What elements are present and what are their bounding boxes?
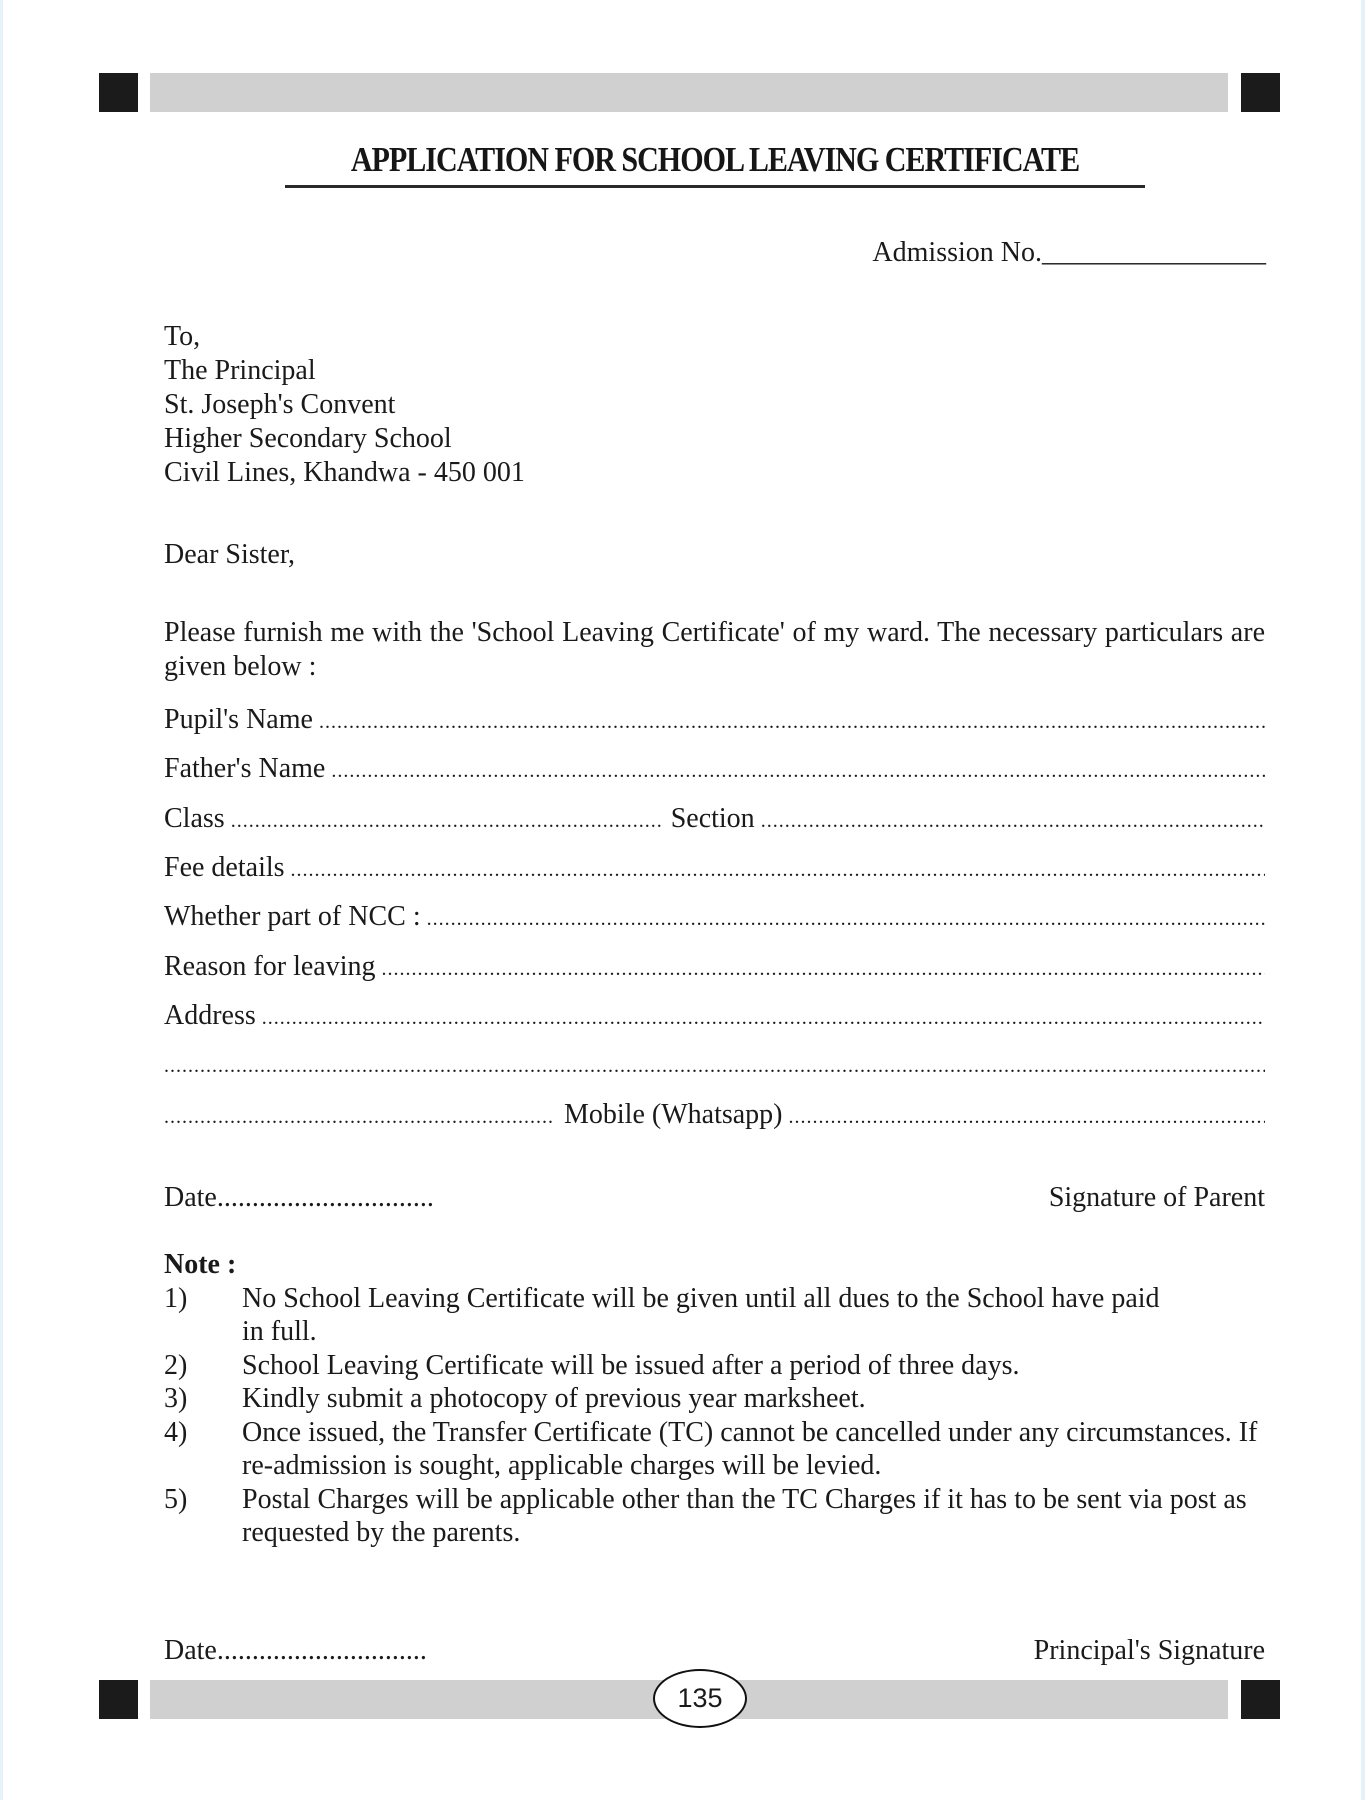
field-pupil-name[interactable] xyxy=(164,703,1265,737)
fill-line[interactable] xyxy=(382,952,1266,984)
header-bar xyxy=(150,73,1228,112)
note-text: Kindly submit a photocopy of previous year marksheet. xyxy=(242,1383,866,1414)
recipient-line: Civil Lines, Khandwa - 450 001 xyxy=(164,457,525,488)
footer-square-left xyxy=(99,1680,138,1719)
recipient-address xyxy=(164,320,525,490)
principal-date: Date.............................. xyxy=(164,1635,427,1666)
note-item xyxy=(164,1382,1265,1416)
fill-line[interactable] xyxy=(427,902,1265,934)
header-square-left xyxy=(99,73,138,112)
principal-signature: Principal's Signature xyxy=(1033,1635,1265,1666)
note-item xyxy=(164,1349,1265,1383)
field-reason[interactable] xyxy=(164,950,1265,984)
page-title: APPLICATION FOR SCHOOL LEAVING CERTIFICATE xyxy=(350,140,1080,179)
fill-line-class[interactable] xyxy=(231,804,663,836)
fill-line[interactable] xyxy=(262,1001,1265,1033)
field-address-mobile[interactable] xyxy=(164,1098,1265,1132)
field-class-section[interactable] xyxy=(164,802,1265,836)
recipient-line: Higher Secondary School xyxy=(164,423,452,454)
recipient-line: The Principal xyxy=(164,355,316,386)
field-label: Address xyxy=(164,1000,256,1031)
note-item xyxy=(164,1282,1265,1349)
fill-line-address[interactable] xyxy=(164,1100,554,1132)
field-fee-details[interactable] xyxy=(164,851,1265,885)
field-label-class: Class xyxy=(164,803,225,834)
note-item xyxy=(164,1483,1265,1550)
note-heading: Note : xyxy=(164,1249,237,1280)
field-address-line-2[interactable] xyxy=(164,1049,1265,1083)
salutation: Dear Sister, xyxy=(164,539,296,570)
field-label-section: Section xyxy=(670,803,755,834)
note-item xyxy=(164,1416,1265,1483)
notes-section xyxy=(164,1248,1265,1550)
field-father-name[interactable] xyxy=(164,752,1265,786)
page-edge-right xyxy=(1361,0,1365,1800)
parent-signature: Signature of Parent xyxy=(1048,1182,1265,1213)
note-text: School Leaving Certificate will be issued after a period of three days. xyxy=(242,1349,1020,1381)
recipient-to: To, xyxy=(164,321,201,352)
fill-line-mobile[interactable] xyxy=(789,1100,1266,1132)
note-number: 3) xyxy=(164,1383,188,1414)
body-paragraph: Please furnish me with the 'School Leaving Certificate' of my ward. The necessary particulars are given below : xyxy=(164,617,1265,682)
admission-no: Admission No.________________ xyxy=(872,237,1266,268)
parent-date: Date............................... xyxy=(164,1182,434,1213)
note-number: 5) xyxy=(164,1483,188,1515)
field-ncc[interactable] xyxy=(164,900,1265,934)
field-label: Whether part of NCC : xyxy=(164,901,421,932)
note-number: 1) xyxy=(164,1282,188,1314)
note-text: No School Leaving Certificate will be given until all dues to the School have paid in full. xyxy=(242,1282,1160,1347)
recipient-line: St. Joseph's Convent xyxy=(164,389,396,420)
field-address[interactable] xyxy=(164,999,1265,1033)
fill-line-section[interactable] xyxy=(761,804,1265,836)
note-number: 4) xyxy=(164,1416,188,1448)
field-label: Father's Name xyxy=(164,753,326,784)
page-edge-left xyxy=(0,0,3,1800)
note-number: 2) xyxy=(164,1349,188,1381)
note-text: Postal Charges will be applicable other than the TC Charges if it has to be sent via post as requested by the parents. xyxy=(242,1483,1247,1548)
fill-line[interactable] xyxy=(291,853,1265,885)
field-label: Pupil's Name xyxy=(164,704,313,735)
header-square-right xyxy=(1241,73,1280,112)
field-label: Reason for leaving xyxy=(164,951,376,982)
title-underline xyxy=(285,185,1145,188)
field-label-mobile: Mobile (Whatsapp) xyxy=(564,1099,783,1130)
field-label: Fee details xyxy=(164,852,285,883)
note-text: Once issued, the Transfer Certificate (TC) cannot be cancelled under any circumstances. If re-admission is sought, applicable charges will be levied. xyxy=(242,1416,1258,1481)
fill-line[interactable] xyxy=(331,754,1265,786)
page-number: 135 xyxy=(653,1669,747,1728)
fill-line[interactable] xyxy=(319,705,1265,737)
fill-line[interactable] xyxy=(164,1049,1265,1083)
footer-square-right xyxy=(1241,1680,1280,1719)
